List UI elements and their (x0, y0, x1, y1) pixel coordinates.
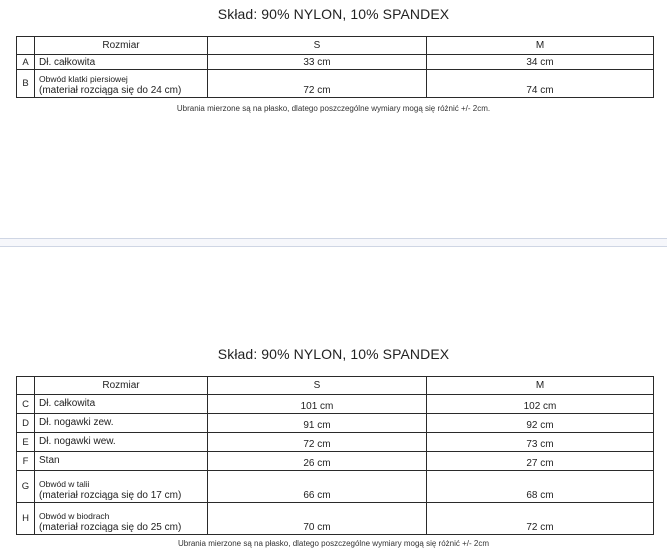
row-label: Dł. nogawki wew. (35, 433, 208, 452)
row-label: Dł. całkowita (35, 395, 208, 414)
row-label (35, 70, 208, 98)
row-label-main: Obwód w talii (39, 479, 90, 489)
table-row (17, 452, 654, 471)
header-size-s: S (208, 37, 427, 55)
table-row (17, 55, 654, 70)
header-size-m: M (427, 377, 654, 395)
row-letter: G (17, 471, 35, 503)
value-m: 73 cm (427, 433, 654, 452)
table-row (17, 395, 654, 414)
row-label (35, 503, 208, 535)
header-corner-cell (17, 377, 35, 395)
measurement-note-bottom: Ubrania mierzone są na płasko, dlatego poszczególne wymiary mogą się różnić +/- 2cm (177, 539, 490, 548)
table-header-row (17, 377, 654, 395)
value-s: 33 cm (208, 55, 427, 70)
header-size-s: S (208, 377, 427, 395)
table-row (17, 433, 654, 452)
table-header-row (17, 37, 654, 55)
row-letter: D (17, 414, 35, 433)
value-m: 72 cm (427, 503, 654, 535)
table-row (17, 503, 654, 535)
composition-title-top: Skład: 90% NYLON, 10% SPANDEX (217, 6, 450, 22)
value-s: 72 cm (208, 433, 427, 452)
table-row (17, 471, 654, 503)
value-m: 34 cm (427, 55, 654, 70)
value-m: 27 cm (427, 452, 654, 471)
value-m: 102 cm (427, 395, 654, 414)
row-letter: C (17, 395, 35, 414)
value-s: 66 cm (208, 471, 427, 503)
header-size-label: Rozmiar (35, 377, 208, 395)
header-size-label: Rozmiar (35, 37, 208, 55)
value-s: 72 cm (208, 70, 427, 98)
value-m: 74 cm (427, 70, 654, 98)
row-label (35, 471, 208, 503)
row-label: Dł. całkowita (35, 55, 208, 70)
row-label-sub: (materiał rozciąga się do 24 cm) (39, 85, 182, 96)
header-size-m: M (427, 37, 654, 55)
row-label-sub: (materiał rozciąga się do 17 cm) (39, 490, 182, 501)
value-s: 70 cm (208, 503, 427, 535)
row-label-main: Obwód w biodrach (39, 511, 110, 521)
row-letter: F (17, 452, 35, 471)
size-table-top (16, 36, 654, 98)
row-letter: H (17, 503, 35, 535)
header-corner-cell (17, 37, 35, 55)
row-label: Stan (35, 452, 208, 471)
value-m: 68 cm (427, 471, 654, 503)
table-row (17, 70, 654, 98)
value-s: 101 cm (208, 395, 427, 414)
row-letter: E (17, 433, 35, 452)
size-table-bottom (16, 376, 654, 535)
value-s: 91 cm (208, 414, 427, 433)
section-divider (0, 238, 667, 247)
composition-title-bottom: Skład: 90% NYLON, 10% SPANDEX (217, 346, 450, 362)
row-label-main: Obwód klatki piersiowej (39, 74, 128, 84)
row-label: Dł. nogawki zew. (35, 414, 208, 433)
row-label-sub: (materiał rozciąga się do 25 cm) (39, 522, 182, 533)
measurement-note-top: Ubrania mierzone są na płasko, dlatego poszczególne wymiary mogą się różnić +/- 2cm. (176, 104, 491, 113)
table-row (17, 414, 654, 433)
row-letter: B (17, 70, 35, 98)
value-m: 92 cm (427, 414, 654, 433)
value-s: 26 cm (208, 452, 427, 471)
row-letter: A (17, 55, 35, 70)
